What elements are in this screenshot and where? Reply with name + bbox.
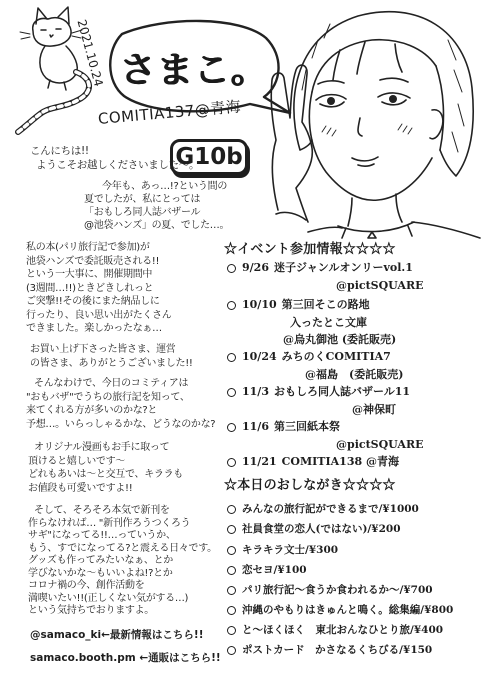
message-line: 池袋ハンズで委託販売される!! [26, 255, 160, 267]
message-paragraph-2 [84, 180, 229, 232]
event-date: 10/24 [242, 350, 277, 363]
message-line: の皆さま、ありがとうございました!! [30, 357, 193, 369]
message-line: 予想…。いらっしゃるかな、どうなのかな? [26, 418, 216, 430]
menu-item: 社員食堂の恋人(ではない)/¥200 [226, 520, 401, 538]
message-line: オリジナル漫画もお手に取って [34, 442, 170, 453]
message-line: 夏でしたが、私にとっては [84, 194, 201, 205]
message-paragraph-6 [28, 441, 183, 495]
message-line: そして、そろそろ本気で新刊を [34, 505, 170, 516]
event-detail: @神保町 [352, 402, 396, 416]
menu-item: キラキラ文士/¥300 [226, 541, 338, 559]
menu-item: 恋セヨ/¥100 [226, 561, 307, 579]
message-line: そんなわけで、今日のコミティアは [34, 378, 189, 389]
girl-illustration [271, 12, 480, 238]
shop-url-note: samaco.booth.pm ←通販はこちら!! [30, 652, 221, 664]
message-line: できました。楽しかったなぁ… [26, 323, 162, 334]
event-detail: @烏丸御池 (委託販売) [283, 333, 397, 346]
message-line: @池袋ハンズ」の夏、でした…。 [84, 220, 230, 231]
message-line: "おもバザ"でうちの旅行記を知って、 [26, 391, 190, 403]
message-line: という一大事に、開催期間中 [26, 269, 153, 280]
cat-head [33, 18, 71, 46]
message-line: という気持ちでおりますよ。 [28, 605, 154, 616]
message-line: お買い上げ下さった皆さま、運営 [30, 344, 176, 355]
event-title [226, 453, 480, 471]
message-line: もう、すでになってる?と震える日々です。 [28, 542, 217, 554]
message-line: コロナ禍の今、創作活動を [28, 580, 145, 591]
girl-blush [322, 124, 412, 136]
event-title [226, 418, 480, 436]
menu-item: 沖縄のやもりはきゅんと鳴く。総集編/¥800 [226, 601, 453, 619]
message-line: ようこそお越しくださいました〜。 [36, 159, 200, 171]
events-heading: ☆イベント参加情報☆☆☆☆ [224, 242, 396, 257]
message-paragraph-5 [26, 377, 215, 431]
message-line: お値段も可愛いですよ!! [28, 482, 133, 494]
date-stamp: 2021.10.24 [74, 18, 106, 89]
girl-nose [358, 118, 362, 136]
event-name: COMITIA137@青海 [97, 97, 242, 128]
cat-face [41, 29, 61, 37]
event-title [226, 296, 480, 314]
menu-heading: ☆本日のおしながき☆☆☆☆ [224, 478, 396, 493]
message-line: 作らなければ… "新刊作ろうつくろう [28, 517, 191, 529]
event-item [226, 296, 480, 349]
event-date: 9/26 [242, 261, 269, 274]
event-date: 11/21 [242, 455, 277, 468]
girl-shoulders [308, 222, 480, 238]
message-line: サギ"になってる!!…っていうか、 [28, 530, 176, 541]
cat-ears [36, 7, 69, 24]
event-item [226, 383, 480, 418]
event-item [226, 418, 480, 453]
message-line: 学びないかな〜もいいよね!?とか [28, 567, 173, 579]
girl-eyebrows [318, 78, 408, 84]
message-line: 頂けると嬉しいです〜 [28, 455, 125, 467]
message-line: 来てくれる方が多いのかな?と [26, 405, 158, 416]
message-line: 満喫いたい!!(正しくない気がする…) [28, 592, 189, 604]
message-line: どれもあいは〜と交互で、キララも [28, 469, 183, 480]
event-detail: @pictSQUARE [336, 437, 424, 451]
girl-mouth [352, 157, 378, 166]
event-date: 11/6 [242, 420, 269, 433]
event-title-text: おもしろ同人誌バザール11 [273, 385, 411, 398]
event-item [226, 453, 480, 471]
girl-hand [271, 65, 312, 222]
event-title-text: 第三回紙本祭 [273, 420, 340, 433]
message-paragraph-3 [26, 241, 172, 336]
message-paragraph-7 [28, 505, 217, 618]
girl-pupil-left [327, 97, 335, 105]
event-item [226, 259, 480, 294]
event-title-text: COMITIA138 @青海 [281, 455, 399, 468]
girl-bangs [312, 40, 436, 92]
message-line: グッズも作ってみたいなぁ、とか [28, 555, 173, 566]
circle-name-title: さまこ。 [120, 50, 269, 91]
girl-pupil-right [389, 95, 397, 103]
event-title-text: 第三回そこの路地 [281, 298, 370, 311]
menu-item: と〜ほくほく 東北おんなひとり旅/¥400 [226, 621, 443, 639]
message-line: 「おもしろ同人誌バザール [84, 207, 201, 218]
girl-neck [348, 194, 402, 226]
event-title-text: 迷子ジャンルオンリーvol.1 [273, 261, 413, 274]
event-detail: 入ったとこ文庫 [290, 315, 367, 329]
message-line: 私の本(パリ旅行記で参加)が [26, 242, 150, 253]
event-title-text: みちのくCOMITIA7 [281, 350, 391, 363]
menu-item: みんなの旅行記ができるまで/¥1000 [226, 500, 419, 518]
event-title [226, 348, 480, 366]
message-paragraph-4 [30, 343, 193, 370]
event-date: 11/3 [242, 385, 269, 398]
message-line: (3週間…!!)ときどきしれっと [26, 282, 154, 294]
menu-item: パリ旅行記〜食うか食われるか〜/¥700 [226, 581, 433, 599]
message-line: こんにちは!! [30, 145, 89, 157]
message-line: ご突撃!!その後にまた納品しに [26, 296, 160, 307]
girl-collar [338, 222, 414, 238]
event-detail: @pictSQUARE [336, 278, 424, 292]
message-line: 行ったり、良い思い出がたくさん [26, 309, 172, 321]
space-number-badge: G10b [170, 139, 248, 175]
event-item [226, 348, 480, 383]
menu-item: ポストカード かさなるくちびる/¥150 [226, 641, 432, 659]
girl-ear [430, 110, 443, 139]
girl-face [309, 66, 443, 200]
event-title [226, 259, 480, 277]
event-detail: @福島 (委託販売) [305, 367, 404, 381]
event-title [226, 383, 480, 401]
twitter-handle-note: @samaco_ki←最新情報はこちら!! [30, 629, 204, 641]
cat-body [40, 46, 77, 90]
message-paragraph-1 [30, 144, 199, 172]
event-date: 10/10 [242, 298, 277, 311]
message-line: 今年も、あっ…!?という間の [102, 181, 228, 192]
